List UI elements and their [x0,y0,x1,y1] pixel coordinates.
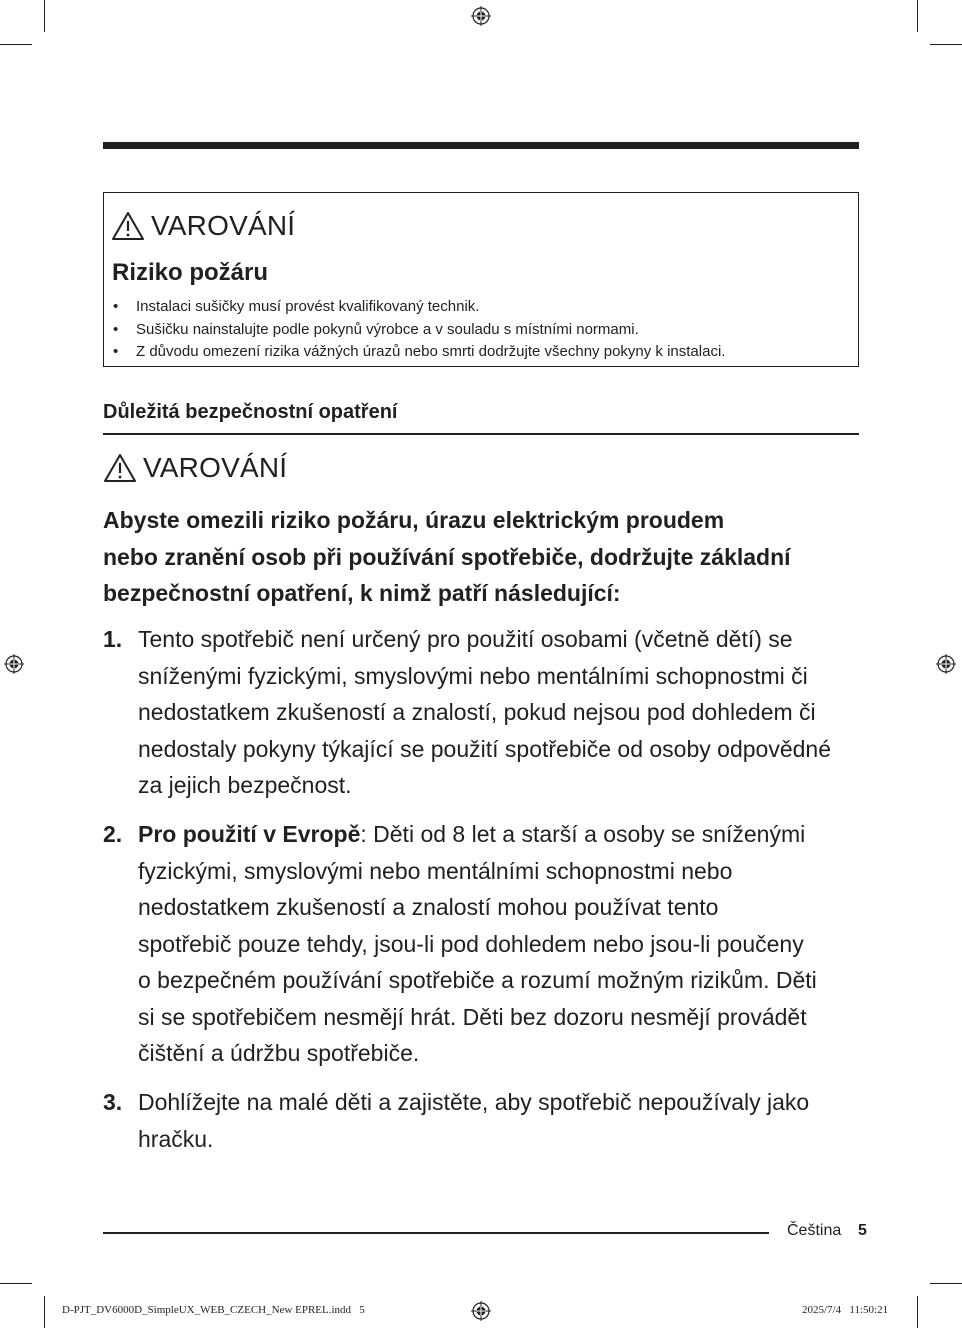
item-number: 3. [103,1089,123,1115]
item-line: nedostatkem zkušeností a znalostí mohou používat tento [138,894,719,920]
crop-mark [917,1296,918,1328]
warning-box-list [112,296,725,364]
numbered-item-2 [103,816,863,1072]
list-item-text: Sušičku nainstalujte podle pokynů výrobce a v souladu s místními normami. [136,320,639,338]
bullet: • [113,320,119,338]
crop-mark [917,0,918,32]
footer-rule [103,1232,769,1234]
registration-mark-icon [4,654,24,674]
warning-box-title [111,210,295,242]
section-heading: Důležitá bezpečnostní opatření [103,401,398,423]
bullet: • [113,298,119,315]
item-number: 2. [103,821,123,847]
list-item-text: Instalaci sušičky musí provést kvalifikovaný technik. [136,298,480,315]
page-number: 5 [858,1222,867,1239]
print-slug-file: D-PJT_DV6000D_SimpleUX_WEB_CZECH_New EPREL.indd 5 [62,1304,365,1316]
item-line [138,816,863,853]
intro-line: bezpečnostní opatření, k nimž patří následující: [103,580,621,606]
intro-line: nebo zranění osob při používání spotřebiče, dodržujte základní [103,543,791,570]
numbered-item-3 [103,1084,863,1157]
item-line: si se spotřebičem nesmějí hrát. Děti bez dozoru nesmějí provádět [138,1003,807,1030]
section-warning-title [103,452,287,484]
crop-mark [0,44,32,45]
item-line: hračku. [138,1125,214,1152]
crop-mark [930,44,962,45]
item-line: za jejich bezpečnost. [138,772,352,798]
item-bold-lead: Pro použití v Evropě [138,821,361,847]
item-line-rest: : Děti od 8 let a starší a osoby se sníženými [360,821,806,847]
item-line: čištění a údržbu spotřebiče. [138,1040,420,1066]
item-line: sníženými fyzickými, smyslovými nebo mentálními schopnostmi či [138,662,808,689]
footer-language: Čeština [787,1222,842,1239]
list-item-text: Z důvodu omezení rizika vážných úrazů nebo smrti dodržujte všechny pokyny k instalaci. [136,343,726,360]
warning-triangle-icon [103,453,137,483]
section-warning-title-text: VAROVÁNÍ [143,452,288,483]
crop-mark [930,1283,962,1284]
registration-mark-icon [936,654,956,674]
numbered-item-1 [103,621,863,804]
list-item [112,319,725,342]
registration-mark-icon [471,6,491,26]
item-number: 1. [103,626,123,652]
item-line: Tento spotřebič není určený pro použití osobami (včetně dětí) se [138,626,793,652]
warning-triangle-icon [111,211,145,241]
print-slug-timestamp: 2025/7/4 11:50:21 [802,1304,889,1316]
intro-paragraph [103,502,863,612]
crop-mark [44,1296,45,1328]
intro-line: Abyste omezili riziko požáru, úrazu elektrickým proudem [103,507,725,533]
warning-box-subtitle: Riziko požáru [112,259,269,286]
list-item [112,341,725,364]
top-rule [103,142,859,149]
section-rule [103,433,859,435]
item-line: o bezpečném používání spotřebiče a rozumí možným rizikům. Děti [138,967,817,993]
item-line: nedostaly pokyny týkající se použití spotřebiče od osoby odpovědné [138,735,831,762]
list-item [112,296,725,319]
item-line: spotřebič pouze tehdy, jsou-li pod dohledem nebo jsou-li poučeny [138,930,804,957]
bullet: • [113,343,119,360]
item-line: fyzickými, smyslovými nebo mentálními schopnostmi nebo [138,857,733,884]
item-line: nedostatkem zkušeností a znalostí, pokud nejsou pod dohledem či [138,699,816,725]
crop-mark [44,0,45,32]
registration-mark-icon [471,1301,491,1321]
item-line: Dohlížejte na malé děti a zajistěte, aby spotřebič nepoužívaly jako [138,1089,810,1115]
crop-mark [0,1283,32,1284]
warning-box-title-text: VAROVÁNÍ [151,210,296,241]
